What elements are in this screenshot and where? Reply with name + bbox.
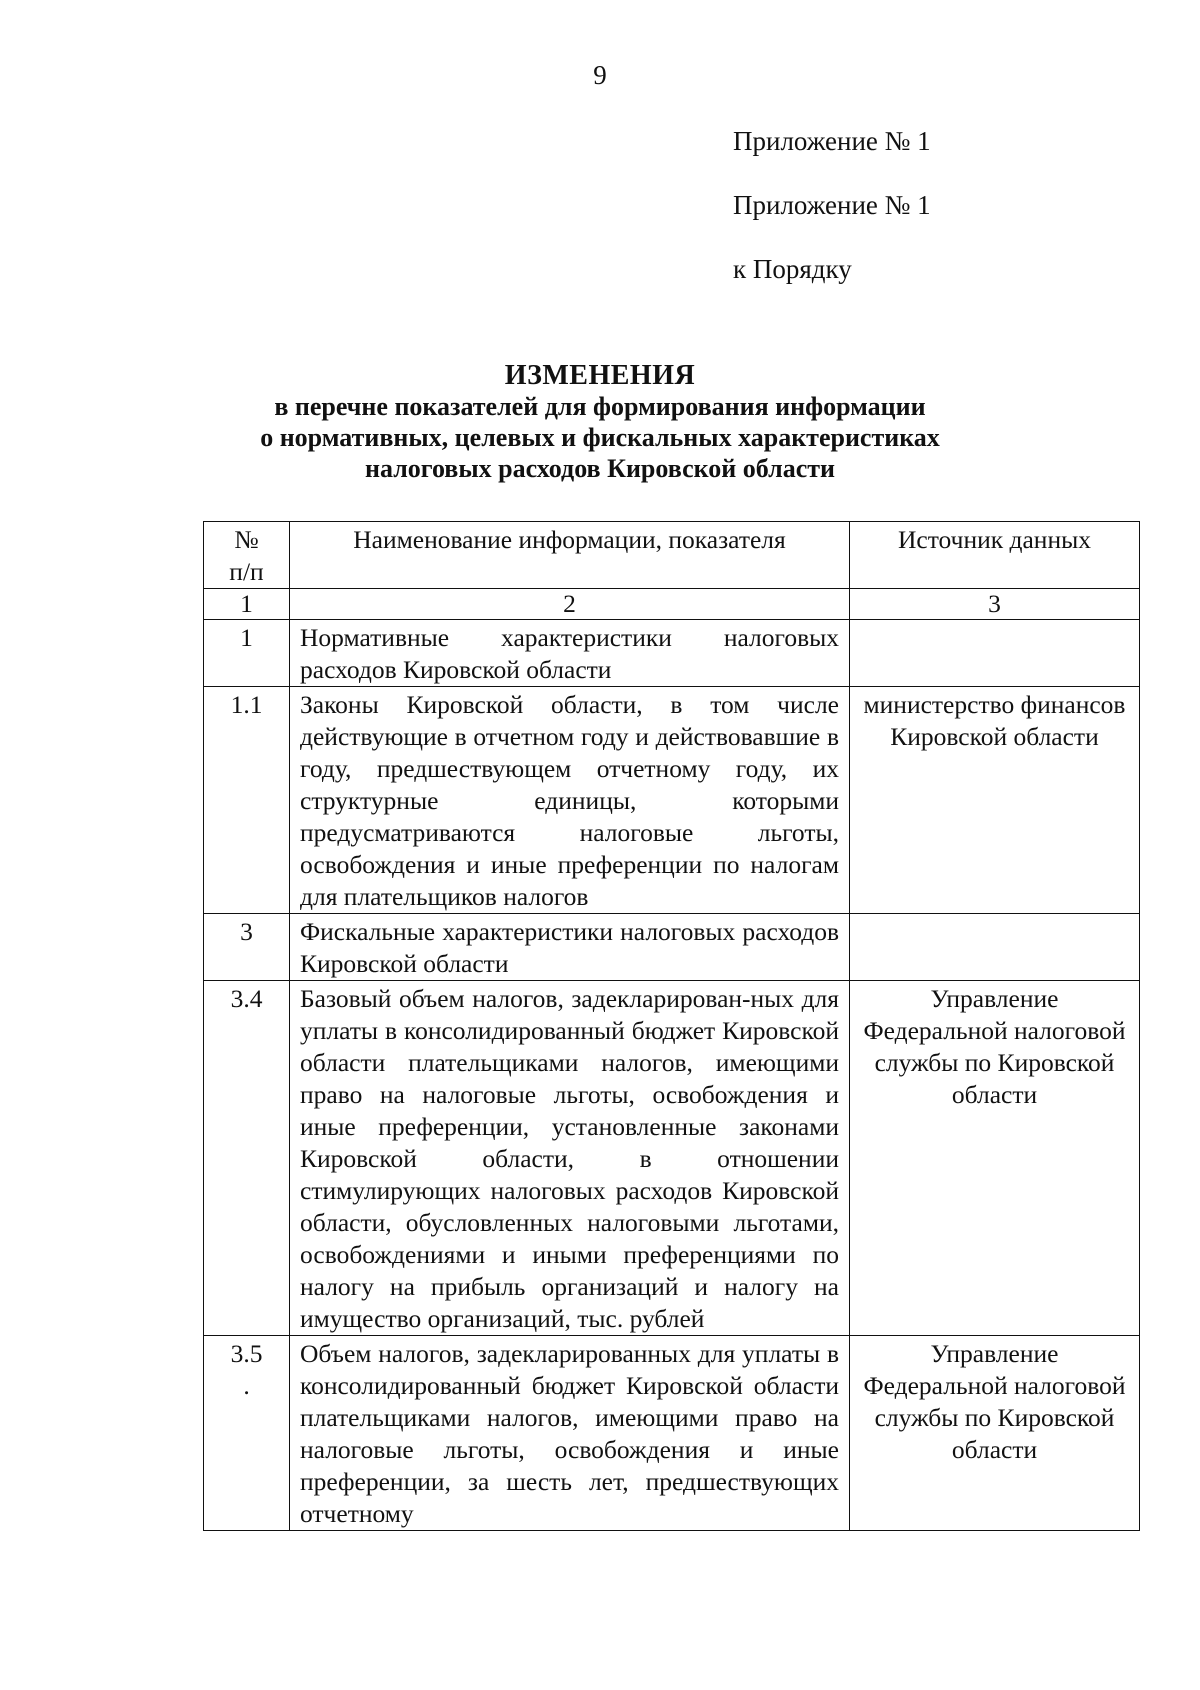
row-num-cell [204, 1336, 290, 1531]
title-line-1: в перечне показателей для формирования информации [274, 392, 926, 421]
column-number-2: 2 [290, 589, 850, 620]
document-title [0, 360, 1200, 484]
row-num: 3 [204, 914, 290, 981]
row-name: Нормативные характеристики налоговых расходов Кировской области [290, 620, 850, 687]
row-source: министерство финансов Кировской области [850, 687, 1140, 914]
table-row [204, 620, 1140, 687]
header-num-line-2: п/п [229, 557, 264, 586]
row-name: Законы Кировской области, в том числе действующие в отчетном году и действовавшие в году, предшествующем отчетному году, их структурные единицы, которыми предусматриваются налоговые льготы, освобождения и иные преференции по налогам для плательщиков налогов [290, 687, 850, 914]
row-num-mark: . [243, 1371, 250, 1400]
row-source: Управление Федеральной налоговой службы по Кировской области [850, 981, 1140, 1336]
page-number: 9 [593, 60, 607, 90]
header-source: Источник данных [850, 522, 1140, 589]
appendix-line-1: Приложение № 1 [733, 126, 931, 156]
row-num: 3.4 [204, 981, 290, 1336]
table-row [204, 1336, 1140, 1531]
changes-table [203, 521, 1140, 1531]
row-num: 3.5 [230, 1339, 263, 1368]
row-source [850, 620, 1140, 687]
title-line-2: о нормативных, целевых и фискальных характеристиках [260, 423, 940, 452]
row-source [850, 914, 1140, 981]
title-line-3: налоговых расходов Кировской области [364, 454, 835, 483]
appendix-line-2: Приложение № 1 [733, 190, 931, 220]
row-name: Фискальные характеристики налоговых расходов Кировской области [290, 914, 850, 981]
row-source: Управление Федеральной налоговой службы по Кировской области [850, 1336, 1140, 1531]
row-num: 1.1 [204, 687, 290, 914]
row-num: 1 [204, 620, 290, 687]
column-number-1: 1 [204, 589, 290, 620]
title-main: ИЗМЕНЕНИЯ [504, 360, 696, 391]
table-row [204, 914, 1140, 981]
table-header-row [204, 522, 1140, 589]
row-name: Базовый объем налогов, задекларирован-ных для уплаты в консолидированный бюджет Кировской области плательщиками налогов, имеющими право на налоговые льготы, освобождения и иные преференции, установленные законами Кировской области, в отношении стимулирующих налоговых расходов Кировской области, обусловленных налоговыми льготами, освобождениями и иными преференциями по налогу на прибыль организаций и налогу на имущество организаций, тыс. рублей [290, 981, 850, 1336]
column-number-3: 3 [850, 589, 1140, 620]
header-name: Наименование информации, показателя [290, 522, 850, 589]
appendix-line-3: к Порядку [733, 254, 852, 284]
column-numbers-row [204, 589, 1140, 620]
table-row [204, 981, 1140, 1336]
header-num-line-1: № [234, 525, 259, 554]
row-name: Объем налогов, задекларированных для уплаты в консолидированный бюджет Кировской области плательщиками налогов, имеющими право на налоговые льготы, освобождения и иные преференции, за шесть лет, предшествующих отчетному [290, 1336, 850, 1531]
header-num [204, 522, 290, 589]
table-row [204, 687, 1140, 914]
